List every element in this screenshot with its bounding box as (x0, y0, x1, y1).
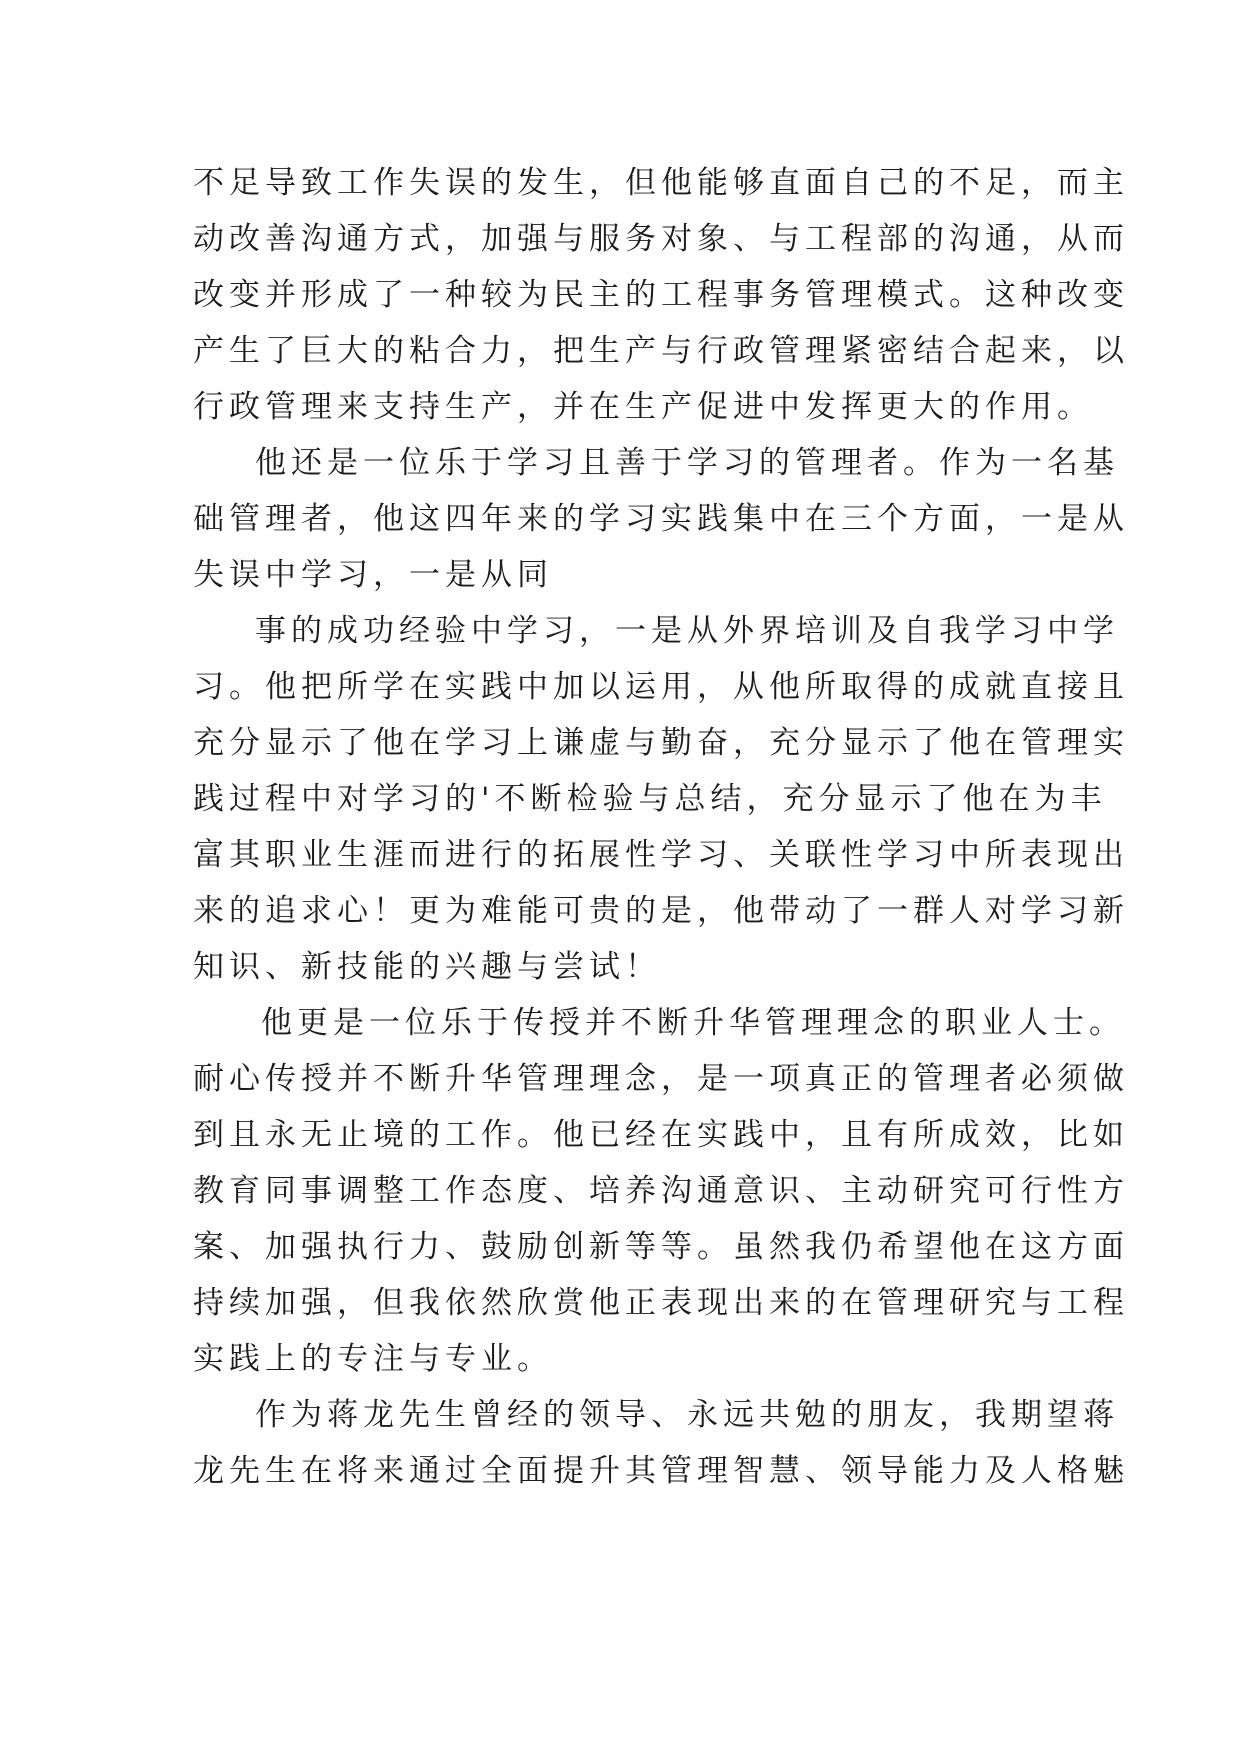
document-body (193, 155, 1129, 1499)
paragraph-2 (193, 435, 1129, 603)
text-line: 失误中学习，一是从同 (193, 557, 553, 593)
text-line: 耐心传授并不断升华管理理念，是一项真正的管理者必须做 (193, 1061, 1129, 1097)
paragraph-3 (193, 603, 1129, 995)
text-line: 作为蒋龙先生曾经的领导、永远共勉的朋友，我期望蒋 (255, 1397, 1119, 1433)
text-line: 案、加强执行力、鼓励创新等等。虽然我仍希望他在这方面 (193, 1229, 1129, 1265)
text-line: 产生了巨大的粘合力，把生产与行政管理紧密结合起来，以 (193, 333, 1129, 369)
text-line: 知识、新技能的兴趣与尝试！ (193, 949, 661, 985)
text-line: 动改善沟通方式，加强与服务对象、与工程部的沟通，从而 (193, 221, 1129, 257)
text-line: 习。他把所学在实践中加以运用，从他所取得的成就直接且 (193, 669, 1129, 705)
text-line: 改变并形成了一种较为民主的工程事务管理模式。这种改变 (193, 277, 1129, 313)
text-line: 教育同事调整工作态度、培养沟通意识、主动研究可行性方 (193, 1173, 1129, 1209)
text-line: 不足导致工作失误的发生，但他能够直面自己的不足，而主 (193, 165, 1129, 201)
text-line: 他还是一位乐于学习且善于学习的管理者。作为一名基 (255, 445, 1119, 481)
text-line: 来的追求心！更为难能可贵的是，他带动了一群人对学习新 (193, 893, 1129, 929)
text-line: 充分显示了他在学习上谦虚与勤奋，充分显示了他在管理实 (193, 725, 1129, 761)
text-line: 事的成功经验中学习，一是从外界培训及自我学习中学 (255, 613, 1119, 649)
text-line: 实践上的专注与专业。 (193, 1341, 553, 1377)
paragraph-4 (193, 995, 1129, 1387)
text-line: 龙先生在将来通过全面提升其管理智慧、领导能力及人格魅 (193, 1453, 1129, 1489)
text-line: 到且永无止境的工作。他已经在实践中，且有所成效，比如 (193, 1117, 1129, 1153)
text-line: 践过程中对学习的'不断检验与总结，充分显示了他在为丰 (193, 781, 1107, 817)
text-line: 持续加强，但我依然欣赏他正表现出来的在管理研究与工程 (193, 1285, 1129, 1321)
text-line: 富其职业生涯而进行的拓展性学习、关联性学习中所表现出 (193, 837, 1129, 873)
paragraph-5 (193, 1387, 1129, 1499)
paragraph-1 (193, 155, 1129, 435)
text-line: 础管理者，他这四年来的学习实践集中在三个方面，一是从 (193, 501, 1129, 537)
text-line: 行政管理来支持生产，并在生产促进中发挥更大的作用。 (193, 389, 1093, 425)
text-line: 他更是一位乐于传授并不断升华管理理念的职业人士。 (261, 1005, 1125, 1041)
